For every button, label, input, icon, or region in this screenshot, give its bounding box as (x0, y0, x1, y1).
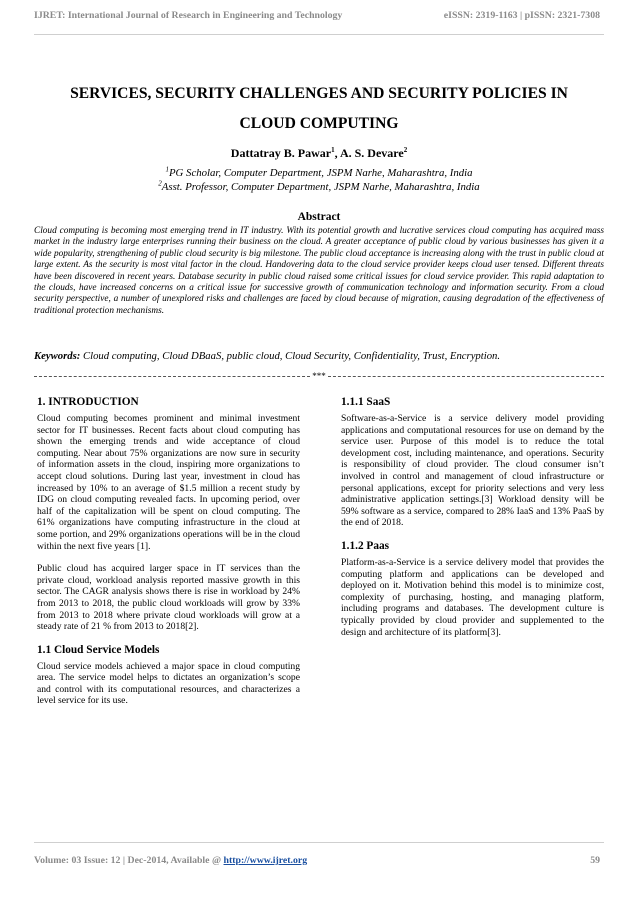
service-models-paragraph: Cloud service models achieved a major space in cloud computing area. The service model helps to dictates an organization’s scope and control with its computational resources, and characterizes a level service for its use. (37, 660, 300, 707)
affiliation-2-text: Asst. Professor, Computer Department, JSPM Narhe, Maharashtra, India (161, 181, 480, 193)
right-column (341, 396, 604, 649)
journal-name: IJRET: International Journal of Research in Engineering and Technology (34, 10, 343, 21)
affiliation-1-sup: 1 (165, 165, 169, 174)
running-footer (34, 855, 600, 866)
keywords-label: Keywords: (34, 350, 81, 362)
affiliations (34, 166, 604, 194)
author-1-sup: 1 (331, 146, 335, 154)
separator-stars: *** (312, 371, 326, 381)
title-line-2: CLOUD COMPUTING (239, 115, 399, 132)
page-number: 59 (590, 855, 600, 866)
section-separator (34, 372, 604, 381)
abstract-heading: Abstract (297, 211, 341, 223)
affiliation-2-sup: 2 (158, 179, 162, 188)
footer-volume-text: Volume: 03 Issue: 12 | Dec-2014, Available @ (34, 855, 224, 866)
separator-dash-right (328, 376, 604, 377)
service-models-heading: 1.1 Cloud Service Models (37, 643, 160, 656)
issn: eISSN: 2319-1163 | pISSN: 2321-7308 (443, 10, 600, 21)
footer-volume (34, 855, 307, 866)
header-divider (34, 34, 604, 35)
affiliation-2 (34, 180, 604, 194)
saas-heading: 1.1.1 SaaS (341, 396, 391, 408)
abstract-text: Cloud computing is becoming most emerging trend in IT industry. With its potential growth and lucrative services cloud computing has acquired mass market in the industry large enterprises running their business on the cloud. A greater acceptance of public cloud by various businesses has given it a wide popularity, strengthening of public cloud security is big milestone. The public cloud acceptance is increasing along with the trust in public cloud at large extent. As the security is most vital factor in the cloud. Handovering data to the cloud service provider keeps cloud user tensed. Different threats have been discovered in recent years. Database security in public cloud raised some critical issues for cloud service provider. This rapid adaptation to the clouds, have increased concerns on a critical issue for successive growth of communication technology and information security. From a cloud security perspective, a number of unexplored risks and challenges are faced by cloud because of migration, causing degradation of the effectiveness of traditional protection mechanisms. (34, 226, 604, 316)
paper-title (34, 79, 604, 139)
affiliation-1-text: PG Scholar, Computer Department, JSPM Narhe, Maharashtra, India (168, 167, 473, 179)
left-column (37, 396, 300, 718)
author-2: A. S. Devare (339, 146, 404, 160)
running-header (34, 10, 600, 21)
affiliation-1 (34, 166, 604, 180)
keywords (34, 350, 604, 362)
author-list (34, 146, 604, 161)
paas-paragraph: Platform-as-a-Service is a service delivery model that provides the computing platform and applications can be developed and deployed on it. Motivation behind this model is to minimize cost, complexity of purchasing, hosting, and managing platform, including programs and databases. The development culture is typically provided by cloud provider and supplemented to the design and architecture of its platform[3]. (341, 556, 604, 638)
footer-divider (34, 842, 604, 843)
introduction-paragraph-1: Cloud computing becomes prominent and minimal investment sector for IT businesses. Recent facts about cloud computing has shown the emerging trends and wide acceptance of cloud computing. Near about 75% organizations are now sure in security of information assets in the cloud, inspiring more organizations to accept cloud solutions. During last year, investment in cloud has increased by 10% to an average of $1.5 million a recent study by IDG on cloud computing revealed facts. In upcoming period, over half of the capitalization will be spent on cloud computing. The 61% organizations have computing infrastructure in the cloud at some portion, and 29% organizations operations will be in the cloud within the next five years [1]. (37, 413, 300, 552)
title-line-1: SERVICES, SECURITY CHALLENGES AND SECURITY POLICIES IN (70, 85, 568, 102)
introduction-paragraph-2: Public cloud has acquired larger space in IT services than the private cloud, workload analysis reported massive growth in this sector. The CAGR analysis shows there is rise in workload by 24% from 2013 to 2018, the public cloud workloads will grow by 33% from 2013 to 2018 where private cloud workloads will grow at a steady rate of 21 % from 2013 to 2018[2]. (37, 563, 300, 633)
keywords-text: Cloud computing, Cloud DBaaS, public cloud, Cloud Security, Confidentiality, Trust, Encryption. (80, 350, 501, 362)
journal-link[interactable]: http://www.ijret.org (223, 855, 308, 866)
introduction-heading: 1. INTRODUCTION (37, 396, 139, 408)
separator-dash-left (34, 376, 310, 377)
saas-paragraph: Software-as-a-Service is a service delivery model providing applications and computational resources for use on demand by the service user. Purpose of this model is to reduce the total development cost, including maintenance, and operations. Security is responsibility of cloud provider. The cloud consumer isn’t involved in control and management of cloud infrastructure or personal applications, except for priority selections and very less administrative application settings.[3] Workload density will be 59% software as a service, compared to 28% IaaS and 13% PaaS by the end of 2018. (341, 413, 604, 529)
author-2-sup: 2 (403, 146, 408, 154)
paas-heading: 1.1.2 Paas (341, 539, 390, 552)
author-separator: , (334, 146, 340, 160)
author-1: Dattatray B. Pawar (230, 146, 332, 160)
